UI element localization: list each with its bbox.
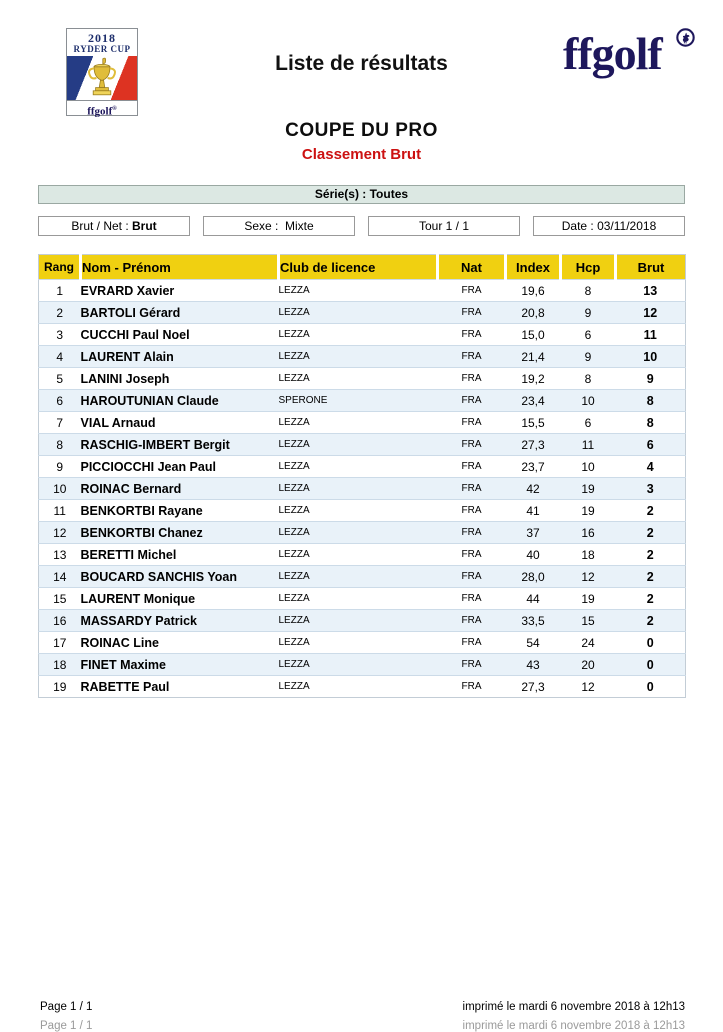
table-row — [39, 302, 686, 324]
column-header-index: Index — [506, 255, 561, 280]
cell-nat: FRA — [461, 351, 482, 362]
column-header-nom: Nom - Prénom — [81, 255, 279, 280]
cell-index: 43 — [526, 657, 540, 672]
column-header-hcp: Hcp — [561, 255, 616, 280]
cell-nom: HAROUTUNIAN Claude — [80, 393, 219, 408]
cell-nom: ROINAC Bernard — [80, 481, 182, 496]
cell-rang: 15 — [53, 591, 67, 606]
table-row — [39, 456, 686, 478]
cell-nom: BOUCARD SANCHIS Yoan — [80, 569, 237, 584]
cell-nat: FRA — [461, 285, 482, 296]
cell-nat: FRA — [461, 571, 482, 582]
cell-hcp: 16 — [581, 525, 595, 540]
cell-rang: 8 — [56, 437, 64, 452]
cell-hcp: 19 — [581, 481, 595, 496]
event-subtitle: Classement Brut — [301, 146, 422, 163]
cell-club: LEZZA — [278, 505, 310, 516]
cell-index: 23,4 — [521, 393, 545, 408]
cell-hcp: 11 — [581, 437, 595, 452]
results-table-head — [39, 255, 686, 280]
cell-hcp: 19 — [581, 503, 595, 518]
cell-brut: 8 — [646, 415, 654, 430]
cell-rang: 16 — [53, 613, 67, 628]
cell-hcp: 6 — [584, 327, 592, 342]
cell-rang: 13 — [53, 547, 67, 562]
cell-index: 20,8 — [521, 305, 545, 320]
cell-club: LEZZA — [278, 681, 310, 692]
column-header-brut: Brut — [616, 255, 686, 280]
cell-rang: 1 — [56, 283, 64, 298]
printed-timestamp-ghost: imprimé le mardi 6 novembre 2018 à 12h13 — [462, 1020, 685, 1032]
results-table — [38, 254, 686, 698]
cell-brut: 13 — [643, 283, 658, 298]
cell-hcp: 6 — [584, 415, 592, 430]
cell-rang: 6 — [56, 393, 64, 408]
cell-hcp: 12 — [581, 679, 595, 694]
cell-nat: FRA — [461, 615, 482, 626]
table-row — [39, 654, 686, 676]
printed-timestamp: imprimé le mardi 6 novembre 2018 à 12h13 — [462, 1001, 685, 1013]
table-row — [39, 588, 686, 610]
cell-nom: ROINAC Line — [80, 635, 159, 650]
ffgolf-wordmark: ffgolf — [563, 28, 662, 79]
filter-brut-net — [38, 216, 190, 236]
cell-nat: FRA — [461, 593, 482, 604]
cell-club: LEZZA — [278, 461, 310, 472]
cell-brut: 2 — [646, 569, 654, 584]
results-table-body — [39, 280, 686, 698]
cell-index: 23,7 — [521, 459, 545, 474]
column-header-nat: Nat — [438, 255, 506, 280]
cell-rang: 7 — [56, 415, 64, 430]
cell-brut: 8 — [646, 393, 654, 408]
cell-nat: FRA — [461, 505, 482, 516]
cell-index: 42 — [526, 481, 540, 496]
filter-brut-net-value: Brut — [132, 219, 157, 233]
filter-row — [38, 216, 685, 236]
cell-brut: 2 — [646, 591, 654, 606]
cell-hcp: 8 — [584, 371, 592, 386]
cell-club: LEZZA — [278, 637, 310, 648]
table-row — [39, 500, 686, 522]
table-row — [39, 412, 686, 434]
cell-rang: 12 — [53, 525, 67, 540]
cell-nom: BERETTI Michel — [80, 547, 177, 562]
cell-nat: FRA — [461, 527, 482, 538]
cell-brut: 0 — [646, 635, 654, 650]
cell-index: 21,4 — [521, 349, 545, 364]
registered-mark: ® — [112, 106, 117, 113]
filter-sexe — [203, 216, 355, 236]
cell-club: LEZZA — [278, 549, 310, 560]
cell-index: 54 — [526, 635, 540, 650]
table-row — [39, 566, 686, 588]
cell-brut: 12 — [643, 305, 658, 320]
cell-nat: FRA — [461, 329, 482, 340]
cell-hcp: 19 — [581, 591, 595, 606]
cell-nom: PICCIOCCHI Jean Paul — [80, 459, 216, 474]
cell-nom: RABETTE Paul — [80, 679, 170, 694]
cell-hcp: 12 — [581, 569, 595, 584]
table-row — [39, 368, 686, 390]
cell-rang: 11 — [53, 503, 66, 518]
cell-hcp: 18 — [581, 547, 595, 562]
cell-nom: BENKORTBI Chanez — [80, 525, 203, 540]
page-footer-clipped-repeat — [40, 1020, 685, 1032]
table-row — [39, 390, 686, 412]
table-row — [39, 434, 686, 456]
cell-index: 15,0 — [521, 327, 545, 342]
cell-brut: 0 — [646, 657, 654, 672]
table-row — [39, 478, 686, 500]
cell-nom: LAURENT Alain — [80, 349, 174, 364]
cell-rang: 17 — [53, 635, 67, 650]
cell-nom: BARTOLI Gérard — [80, 305, 181, 320]
page-number: Page 1 / 1 — [40, 1001, 93, 1013]
cell-rang: 2 — [56, 305, 64, 320]
cell-rang: 18 — [53, 657, 67, 672]
cell-brut: 11 — [643, 327, 657, 342]
cell-index: 41 — [526, 503, 540, 518]
cell-rang: 9 — [56, 459, 64, 474]
cell-nat: FRA — [461, 461, 482, 472]
cell-nom: CUCCHI Paul Noel — [80, 327, 190, 342]
cell-club: LEZZA — [278, 659, 310, 670]
cell-brut: 2 — [646, 503, 654, 518]
cell-club: LEZZA — [278, 571, 310, 582]
cell-index: 33,5 — [521, 613, 545, 628]
cell-club: LEZZA — [278, 417, 310, 428]
cell-brut: 2 — [646, 613, 654, 628]
cell-nat: FRA — [461, 637, 482, 648]
cell-club: LEZZA — [278, 483, 310, 494]
filter-sexe-label: Sexe : Mixte — [244, 219, 314, 233]
cell-rang: 14 — [53, 569, 67, 584]
cell-brut: 2 — [646, 547, 654, 562]
cell-nat: FRA — [461, 681, 482, 692]
cell-rang: 19 — [53, 679, 67, 694]
event-title: COUPE DU PRO — [285, 120, 438, 141]
ryder-cup-logo-text — [67, 29, 137, 54]
cell-nat: FRA — [461, 439, 482, 450]
cell-nat: FRA — [461, 307, 482, 318]
cell-club: LEZZA — [278, 329, 310, 340]
ryder-cup-brand — [67, 100, 137, 116]
cell-nat: FRA — [461, 373, 482, 384]
cell-nat: FRA — [461, 483, 482, 494]
cell-index: 27,3 — [521, 437, 545, 452]
cell-index: 44 — [526, 591, 540, 606]
page-number-ghost: Page 1 / 1 — [40, 1020, 93, 1032]
cell-club: LEZZA — [278, 351, 310, 362]
ryder-cup-year: 2018 — [88, 31, 116, 45]
cell-brut: 9 — [646, 371, 654, 386]
table-row — [39, 676, 686, 698]
ryder-cup-name: RYDER CUP — [73, 43, 131, 54]
page-footer — [40, 1001, 685, 1013]
cell-index: 19,2 — [521, 371, 545, 386]
rooster-registered-icon — [676, 28, 695, 47]
table-row — [39, 346, 686, 368]
cell-nat: FRA — [461, 417, 482, 428]
column-header-rang: Rang — [39, 255, 81, 280]
cell-rang: 5 — [56, 371, 64, 386]
cell-club: LEZZA — [278, 285, 310, 296]
cell-hcp: 9 — [584, 349, 592, 364]
cell-club: LEZZA — [278, 593, 310, 604]
cell-index: 19,6 — [521, 283, 545, 298]
cell-brut: 10 — [643, 349, 658, 364]
filter-tour-label: Tour 1 / 1 — [418, 219, 470, 233]
cell-index: 15,5 — [521, 415, 545, 430]
column-header-club: Club de licence — [279, 255, 438, 280]
ffgolf-logo — [563, 26, 703, 86]
cell-nom: FINET Maxime — [80, 657, 166, 672]
table-row — [39, 610, 686, 632]
cell-nom: LANINI Joseph — [80, 371, 170, 386]
filter-brut-net-label: Brut / Net : — [71, 219, 132, 233]
cell-hcp: 10 — [581, 459, 595, 474]
cell-club: LEZZA — [278, 439, 310, 450]
cell-index: 27,3 — [521, 679, 545, 694]
cell-nom: MASSARDY Patrick — [80, 613, 197, 628]
cell-rang: 3 — [56, 327, 64, 342]
cell-club: LEZZA — [278, 527, 310, 538]
cell-nom: EVRARD Xavier — [80, 283, 175, 298]
cell-nom: VIAL Arnaud — [80, 415, 156, 430]
cell-brut: 4 — [646, 459, 654, 474]
table-row — [39, 324, 686, 346]
cell-club: LEZZA — [278, 307, 310, 318]
cell-index: 28,0 — [521, 569, 545, 584]
filter-date-label: Date : 03/11/2018 — [561, 219, 657, 233]
cell-club: LEZZA — [278, 373, 310, 384]
document-title: Liste de résultats — [275, 52, 448, 75]
filter-date — [533, 216, 685, 236]
filter-tour — [368, 216, 520, 236]
cell-hcp: 10 — [581, 393, 595, 408]
cell-hcp: 20 — [581, 657, 595, 672]
cell-brut: 2 — [646, 525, 654, 540]
cell-club: SPERONE — [278, 395, 328, 406]
cell-club: LEZZA — [278, 615, 310, 626]
cell-nom: RASCHIG-IMBERT Bergit — [80, 437, 230, 452]
cell-index: 37 — [526, 525, 540, 540]
table-row — [39, 522, 686, 544]
cell-hcp: 24 — [581, 635, 595, 650]
cell-nat: FRA — [461, 395, 482, 406]
table-row — [39, 544, 686, 566]
cell-brut: 0 — [646, 679, 654, 694]
cell-rang: 4 — [56, 349, 64, 364]
cell-hcp: 15 — [581, 613, 595, 628]
cell-nat: FRA — [461, 549, 482, 560]
cell-nom: LAURENT Monique — [80, 591, 196, 606]
cell-brut: 6 — [646, 437, 654, 452]
cell-hcp: 8 — [584, 283, 592, 298]
table-row — [39, 280, 686, 302]
table-header-row — [39, 255, 686, 280]
ryder-cup-brand-text: ffgolf — [87, 105, 113, 118]
cell-nom: BENKORTBI Rayane — [80, 503, 203, 518]
cell-rang: 10 — [53, 481, 67, 496]
cell-nat: FRA — [461, 659, 482, 670]
cell-brut: 3 — [646, 481, 654, 496]
series-bar: Série(s) : Toutes — [38, 185, 685, 204]
cell-index: 40 — [526, 547, 540, 562]
cell-hcp: 9 — [584, 305, 592, 320]
table-row — [39, 632, 686, 654]
